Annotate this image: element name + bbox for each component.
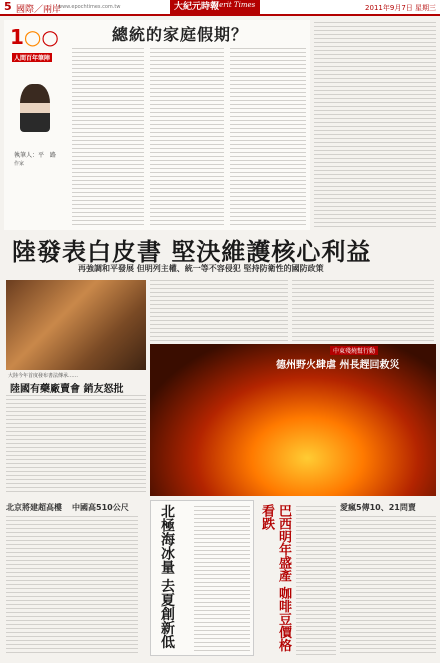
column-section bbox=[4, 20, 310, 230]
section-label: 國際／兩岸 bbox=[16, 5, 62, 15]
sea-ice-headline: 北極海冰量 去夏創新低 bbox=[159, 504, 175, 649]
main-story-body-2 bbox=[292, 280, 434, 342]
column-body-4 bbox=[314, 22, 436, 230]
sea-ice-body bbox=[194, 506, 250, 652]
fire-kicker: 中東殘燒幫行動 bbox=[330, 346, 378, 355]
bottom-left-headline: 北京將建超高樓 bbox=[6, 503, 62, 512]
coffee-body bbox=[296, 506, 336, 656]
page-number: 5 bbox=[4, 0, 12, 13]
author-photo bbox=[20, 84, 50, 132]
photo-caption: 大陸今年首度發布書法傳承…… bbox=[8, 373, 79, 379]
author-role: 作家 bbox=[14, 161, 25, 167]
column-body-3 bbox=[230, 48, 306, 226]
bottom-left-body bbox=[6, 516, 138, 656]
library-photo bbox=[6, 280, 146, 370]
iphone-headline: 愛瘋5傳10、21問賣 bbox=[340, 503, 416, 512]
issue-date: 2011年9月7日 星期三 bbox=[365, 4, 436, 12]
paper-logo: 大紀元時報 bbox=[170, 0, 260, 14]
page-header bbox=[0, 0, 440, 16]
column-body-1 bbox=[72, 48, 144, 226]
iphone-body bbox=[340, 516, 436, 656]
column-body-2 bbox=[150, 48, 224, 226]
main-subheadline: 再強調和平發展 但明列主權、統一等不容侵犯 堅持防衛性的國防政策 bbox=[78, 264, 324, 273]
left-story-headline: 陸國有藥廠賣會 銷友怒批 bbox=[10, 384, 124, 395]
paper-name-en: Merit Times bbox=[212, 1, 256, 9]
fire-headline: 德州野火肆虐 州長趕回救災 bbox=[276, 360, 400, 371]
bottom-left-headline-2: 中國高510公尺 bbox=[72, 503, 129, 512]
main-story-body-1 bbox=[150, 280, 288, 342]
site-url: www.epochtimes.com.tw bbox=[58, 4, 121, 10]
author-label: 執筆人：平 路 bbox=[14, 152, 57, 159]
column-badge-text: 人間百年筆陣 bbox=[14, 55, 51, 62]
coffee-headline: 巴西明年盛產 咖啡豆價格看跌 bbox=[259, 504, 291, 652]
centennial-badge-icon: 1○○ bbox=[10, 25, 59, 49]
main-headline: 陸發表白皮書 堅決維護核心利益 bbox=[12, 237, 372, 266]
left-story-body bbox=[6, 395, 146, 495]
column-headline: 總統的家庭假期？ bbox=[112, 25, 249, 44]
